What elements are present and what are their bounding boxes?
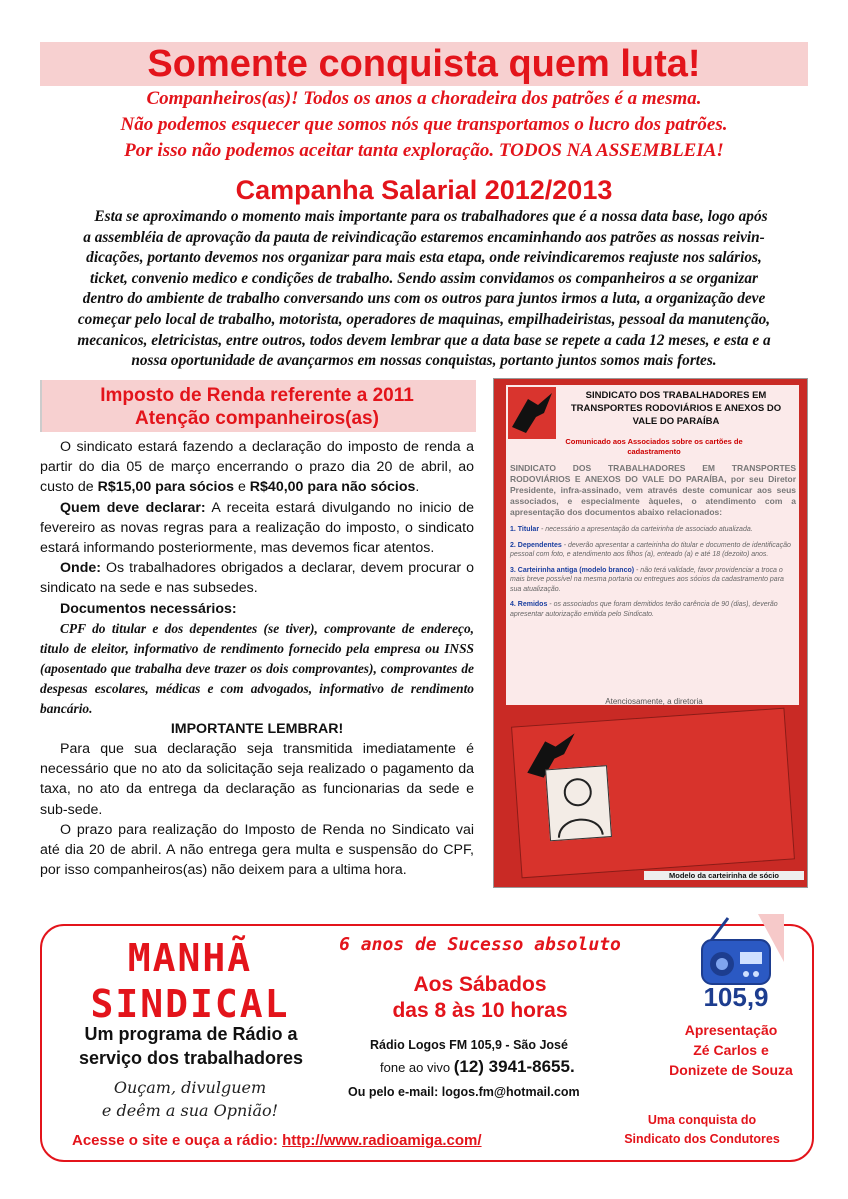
ir-subtitle: Atenção companheiros(as) [135,408,379,429]
campaign-line: Esta se aproximando o momento mais importante para os trabalhadores que é a nossa data base, logo após [94,208,768,225]
campaign-line: ticket, convenio medico e condições de trabalho. Sendo assim convidamos os companheiros a se organizar [90,269,758,287]
schedule-day: Aos Sábados [413,973,547,996]
campaign-line: começar pelo local de trabalho, motorista, operadores de maquinas, empilhadeiristas, pessoal da manutenção, [77,310,771,328]
phone-number: (12) 3941-8655. [453,1057,575,1076]
ir-paragraph: O prazo para realização do Imposto de Renda no Sindicato vai até dia 20 de abril. A não entrega gera multa e suspensão do CPF, por isso companheiros(as) não deixem para a ultima hora. [40,821,474,879]
ir-paragraph [40,437,474,498]
ir-body [40,437,474,880]
campaign-line: dentro do ambiente de trabalho conversando uns com os outros para juntos irmos a luta, a organização deve [82,290,766,308]
site-link[interactable]: http://www.radioamiga.com/ [282,1132,482,1149]
page-title: Somente conquista quem luta! [147,43,701,85]
ir-text: e [234,479,250,496]
notice-item-label: 4. Remidos [510,601,548,608]
notice-item [510,566,792,595]
ir-paragraph [40,558,474,598]
intro-line: Por isso não podemos aceitar tanta exploração. TODOS NA ASSEMBLEIA! [124,140,724,161]
listen-line: e deêm a sua Opnião! [101,1101,279,1120]
campaign-line: mecanicos, eletricistas, entre outros, todos devem lembrar que a data base se repete a cada 12 meses, e esta e a [77,331,771,349]
notice-item [510,525,792,535]
ir-paragraph [40,599,474,619]
ir-paragraph [40,498,474,559]
ir-title: Imposto de Renda referente a 2011 [100,385,414,406]
email-line: Ou pelo e-mail: logos.fm@hotmail.com [348,1085,580,1099]
phone-label: fone ao vivo [380,1060,454,1075]
program-title-line-2: SINDICAL [90,982,290,1026]
success-tagline: 6 anos de Sucesso absoluto [339,934,621,955]
notice-item-text: - não terá validade, favor providenciar a troca o mais breve possível na mesma portaria ou entregues aos sócios da cadastramento para sua atualização. [510,566,784,593]
listen-call [60,1076,320,1122]
phone-line [380,1056,640,1079]
ir-label: Onde: [60,560,101,577]
campaign-line: nossa oportunidade de avançarmos em nossas conquistas, portanto juntos somos mais fortes. [131,352,717,370]
notice-subheading: Comunicado aos Associados sobre os cartões de cadastramento [565,437,743,456]
bird-icon [508,387,556,439]
site-line [72,1130,612,1152]
ir-text: Os trabalhadores obrigados a declarar, devem procurar o sindicato na sede e nas subsedes. [40,560,474,597]
importante-heading: IMPORTANTE LEMBRAR! [170,720,344,737]
notice-item-label: 2. Dependentes [510,541,562,549]
program-tagline [46,1022,336,1070]
card-caption: Modelo da carteirinha de sócio [644,871,804,880]
tagline-line: serviço dos trabalhadores [78,1048,304,1068]
ir-label: Documentos necessários: [60,600,237,617]
presenters [650,1020,812,1080]
campaign-text [28,207,820,372]
ir-label: Quem deve declarar: [60,499,206,516]
presenters-line: Zé Carlos e [693,1042,769,1058]
membership-card [511,708,795,879]
presenters-line: Apresentação [684,1022,778,1038]
credit-line: Sindicato dos Condutores [624,1132,780,1146]
union-logo [508,387,556,439]
notice-image [493,378,808,888]
presenters-line: Donizete de Souza [669,1062,793,1078]
campaign-line: a assembléia de aprovação da pauta de reivindicação estaremos encaminhando aos patrões as nossas reivin- [83,228,765,246]
notice-text: SINDICATO DOS TRABALHADORES EM TRANSPORTES RODOVIÁRIOS E ANEXOS DO VALE DO PARAÍBA, por seu Diretor Presidente, infra-assinado, vem através deste comunicar aos seus associados, e especialmente àqueles, o atendimento com a apresentação dos documentos abaixo relacionados: [510,463,796,517]
union-credit [594,1111,810,1149]
person-icon [546,766,611,840]
station-frequency: 105,9 [703,982,769,1012]
ir-text: O sindicato estará fazendo a declaração do imposto de renda a partir do dia 05 de março encerrando o prazo dia 20 de abril, ao custo de [40,439,474,496]
station-name: Rádio Logos FM 105,9 - São José [370,1038,568,1052]
tagline-line: Um programa de Rádio a [84,1024,298,1044]
credit-line: Uma conquista do [647,1113,757,1127]
notice-items [510,525,792,625]
campaign-title: Campanha Salarial 2012/2013 [235,175,613,205]
notice-item-label: 1. Titular [510,526,540,533]
site-label: Acesse o site e ouça a rádio: [72,1132,283,1149]
notice-item [510,541,792,560]
notice-signature: Atenciosamente, a diretoria [605,697,703,706]
program-title-line-1: MANHÃ [127,936,253,980]
ir-text: . [415,479,420,496]
docs-list: CPF do titular e dos dependentes (se tiver), comprovante de endereço, titulo de eleitor, informativo de rendimento fornecido pela empresa ou INSS (aposentado que trabalha deve trazer os dois comprovantes), comprovantes de despesas escolares, médicas e com advogados, informativo de rendimento bancário. [40,620,474,716]
ir-text: A receita estará divulgando no inicio de fevereiro as novas regras para a realização do imposto, o sindicato estará informando posteriormente, mas devemos ficar atentos. [40,499,474,557]
card-photo [545,765,612,841]
listen-line: Ouçam, divulguem [113,1078,267,1097]
intro-line: Companheiros(as)! Todos os anos a choradeira dos patrões é a mesma. [146,88,702,109]
schedule-hours: das 8 às 10 horas [392,999,568,1022]
notice-item-text: - deverão apresentar a carteirinha do titular e documento de identificação pessoal com foto, e atendimento aos filhos (a), enteado (a) e até 18 (dezoito) anos. [510,541,791,558]
price-nao-socios: R$40,00 para não sócios [249,479,416,496]
ir-paragraph: Para que sua declaração seja transmitida imediatamente é necessário que no ato da solicitação seja realizado o pagamento da taxa, no ato da entrega da declaração as funcionarias da sede e sub-sede. [40,741,474,818]
campaign-line: dicações, portanto devemos nos organizar para mais esta etapa, onde reivindicaremos reajuste nos salários, [86,249,762,267]
notice-item-label: 3. Carteirinha antiga (modelo branco) [510,566,635,574]
notice-item [510,600,792,619]
notice-heading: SINDICATO DOS TRABALHADORES EM TRANSPORTES RODOVIÁRIOS E ANEXOS DO VALE DO PARAÍBA [570,390,782,427]
price-socios: R$15,00 para sócios [97,479,235,496]
intro-line: Não podemos esquecer que somos nós que transportamos o lucro dos patrões. [120,114,728,135]
notice-item-text: - os associados que foram demitidos terão carência de 90 (dias), deverão apresentar autorização emitida pelo Sindicato. [510,601,778,618]
notice-item-text: - necessário a apresentação da carteirinha de associado atualizada. [539,526,753,533]
